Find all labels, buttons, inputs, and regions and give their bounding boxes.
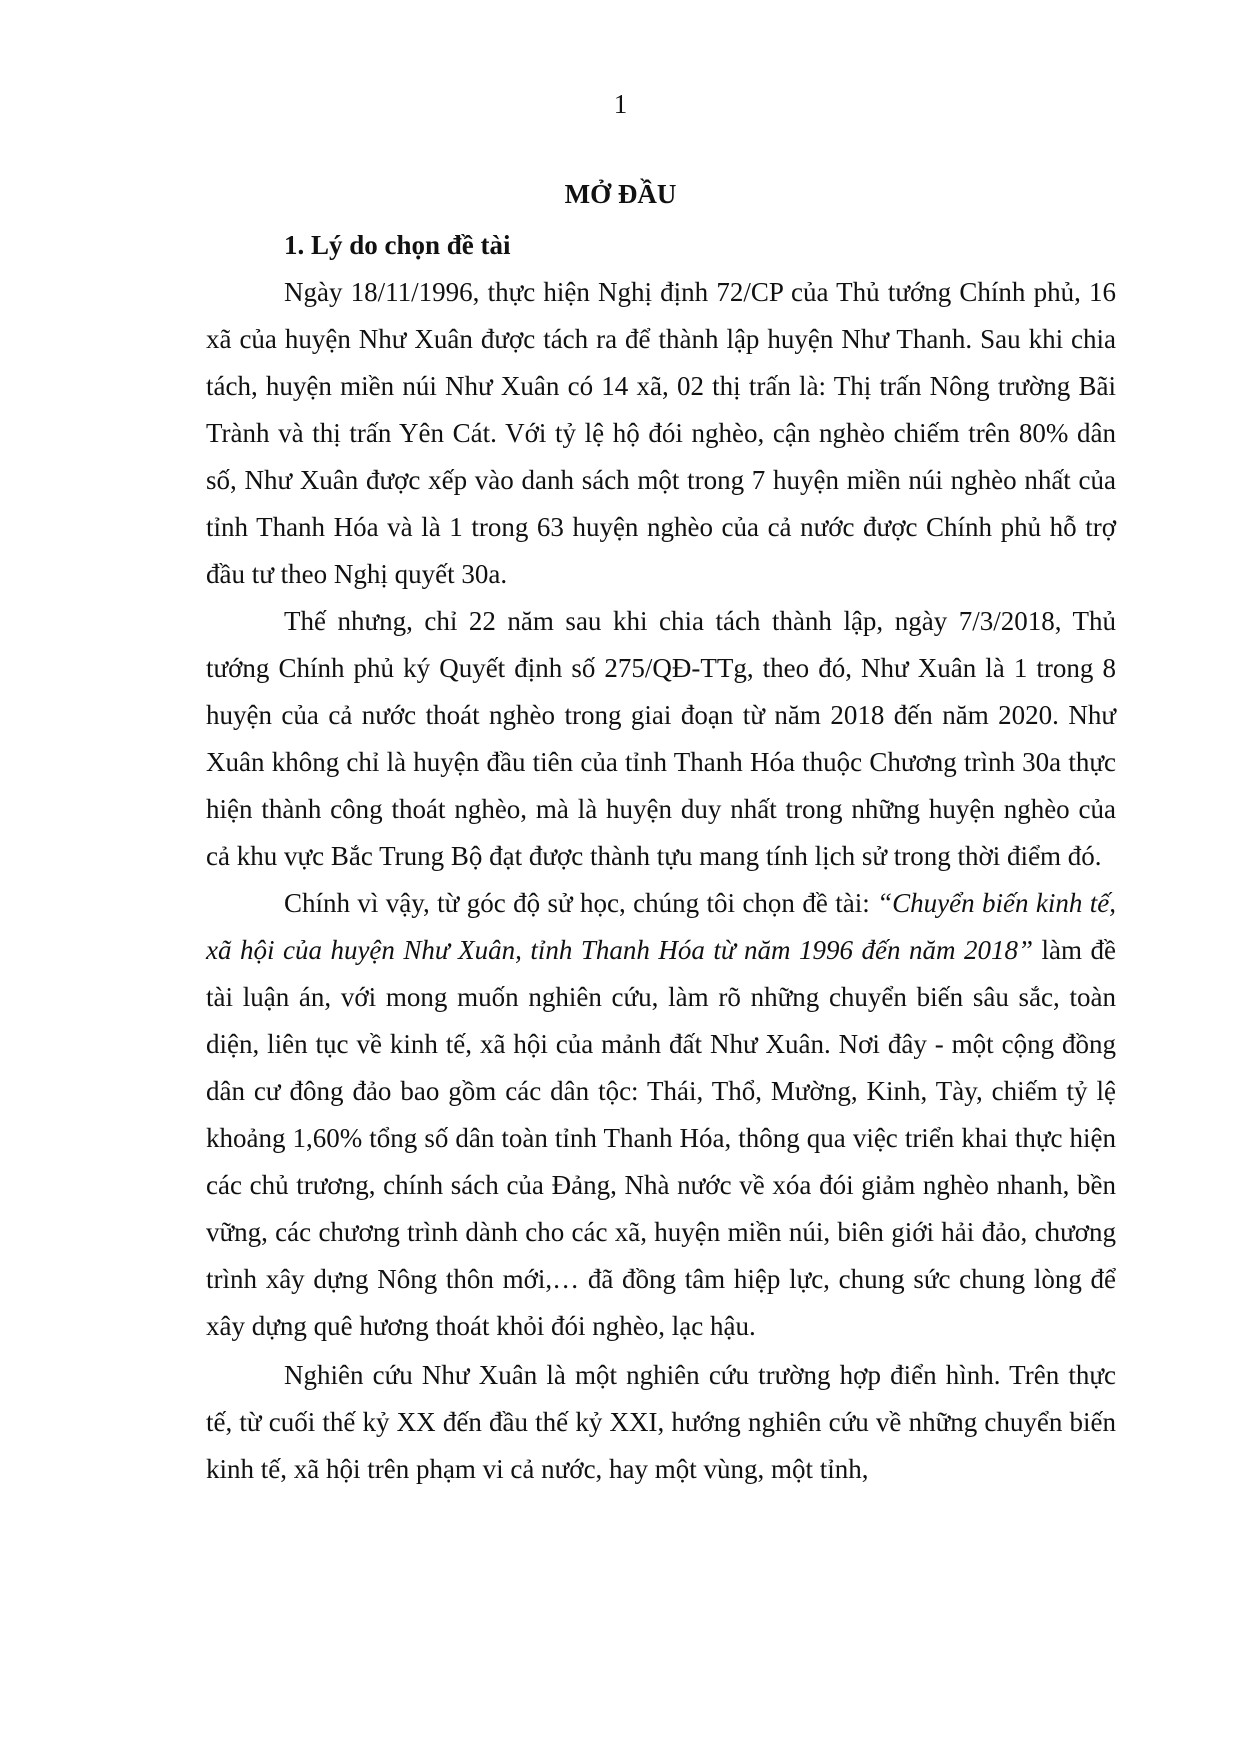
section-heading: 1. Lý do chọn đề tài <box>284 230 511 260</box>
paragraph-2: Thế nhưng, chỉ 22 năm sau khi chia tách thành lập, ngày 7/3/2018, Thủ tướng Chính phủ ký Quyết định số 275/QĐ-TTg, theo đó, Như Xuân là 1 trong 8 huyện của cả nước thoát nghèo trong giai đoạn từ năm 2018 đến năm 2020. Như Xuân không chỉ là huyện đầu tiên của tỉnh Thanh Hóa thuộc Chương trình 30a thực hiện thành công thoát nghèo, mà là huyện duy nhất trong những huyện nghèo của cả khu vực Bắc Trung Bộ đạt được thành tựu mang tính lịch sử trong thời điểm đó. <box>206 606 1116 871</box>
page-number: 1 <box>613 89 628 119</box>
thesis-title: “Chuyển biến kinh tế, xã hội của huyện Như Xuân, tỉnh Thanh Hóa từ năm 1996 đến năm 2018” <box>206 888 1117 965</box>
body-content <box>206 222 1116 1493</box>
chapter-title: MỞ ĐẦU <box>564 179 677 209</box>
paragraph-3 <box>206 880 1116 1350</box>
paragraph-3-intro: Chính vì vậy, từ góc độ sử học, chúng tôi chọn đề tài: <box>284 888 878 918</box>
paragraph-3-rest: làm đề tài luận án, với mong muốn nghiên cứu, làm rõ những chuyển biến sâu sắc, toàn diện, liên tục về kinh tế, xã hội của mảnh đất Như Xuân. Nơi đây - một cộng đồng dân cư đông đảo bao gồm các dân tộc: Thái, Thổ, Mường, Kinh, Tày, chiếm tỷ lệ khoảng 1,60% tổng số dân toàn tỉnh Thanh Hóa, thông qua việc triển khai thực hiện các chủ trương, chính sách của Đảng, Nhà nước về xóa đói giảm nghèo nhanh, bền vững, các chương trình dành cho các xã, huyện miền núi, biên giới hải đảo, chương trình xây dựng Nông thôn mới,… đã đồng tâm hiệp lực, chung sức chung lòng để xây dựng quê hương thoát khỏi đói nghèo, lạc hậu. <box>206 935 1116 1341</box>
paragraph-4: Nghiên cứu Như Xuân là một nghiên cứu trường hợp điển hình. Trên thực tế, từ cuối thế kỷ XX đến đầu thế kỷ XXI, hướng nghiên cứu về những chuyển biến kinh tế, xã hội trên phạm vi cả nước, hay một vùng, một tỉnh, <box>206 1360 1116 1484</box>
paragraph-1: Ngày 18/11/1996, thực hiện Nghị định 72/CP của Thủ tướng Chính phủ, 16 xã của huyện Như Xuân được tách ra để thành lập huyện Như Thanh. Sau khi chia tách, huyện miền núi Như Xuân có 14 xã, 02 thị trấn là: Thị trấn Nông trường Bãi Trành và thị trấn Yên Cát. Với tỷ lệ hộ đói nghèo, cận nghèo chiếm trên 80% dân số, Như Xuân được xếp vào danh sách một trong 7 huyện miền núi nghèo nhất của tỉnh Thanh Hóa và là 1 trong 63 huyện nghèo của cả nước được Chính phủ hỗ trợ đầu tư theo Nghị quyết 30a. <box>206 277 1116 589</box>
